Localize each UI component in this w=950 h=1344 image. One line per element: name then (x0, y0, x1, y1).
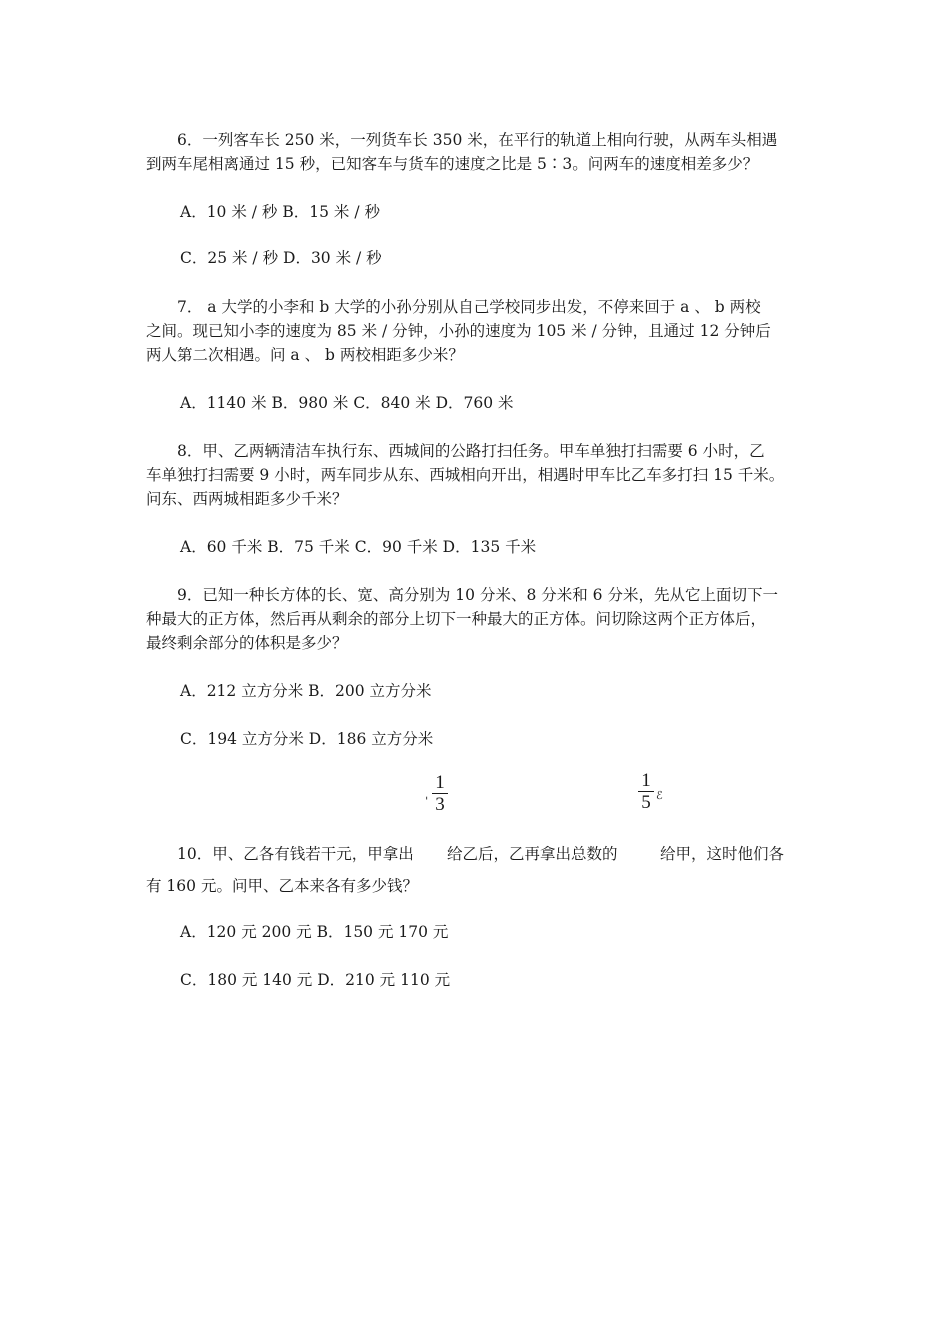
fraction-one-third-numerator: 1 (435, 772, 445, 793)
q9-stem-line3: 最终剩余部分的体积是多少？ (146, 634, 348, 652)
fraction-marker-mark: ℰ (656, 789, 663, 802)
q9-options-cd: C．194 立方分米 D．186 立方分米 (180, 730, 434, 748)
fraction-one-fifth-numerator: 1 (641, 770, 651, 791)
fraction-one-third-denominator: 3 (435, 794, 445, 815)
q7-options: A．1140 米 B．980 米 C．840 米 D．760 米 (180, 394, 514, 412)
q8-stem-line2: 车单独打扫需要 9 小时，两车同步从东、西城相向开出，相遇时甲车比乙车多打扫 15 千米。 (146, 466, 785, 484)
fraction-one-fifth-denominator: 5 (641, 792, 651, 813)
q7-stem-line3: 两人第二次相遇。问 a 、 b 两校相距多少米？ (146, 346, 464, 364)
q10-stem-line1-part2: 给乙后，乙再拿出总数的 (447, 845, 618, 863)
q6-options-cd: C．25 米 / 秒 D．30 米 / 秒 (180, 249, 382, 267)
q10-options-ab: A．120 元 200 元 B．150 元 170 元 (180, 923, 449, 941)
fraction-one-third (432, 774, 448, 814)
q10-options-cd: C．180 元 140 元 D．210 元 110 元 (180, 971, 451, 989)
q9-options-ab: A．212 立方分米 B．200 立方分米 (180, 682, 432, 700)
q6-options-ab: A．10 米 / 秒 B．15 米 / 秒 (180, 203, 380, 221)
q10-stem-line2: 有 160 元。问甲、乙本来各有多少钱？ (146, 877, 418, 895)
q8-stem-line1: 8．甲、乙两辆清洁车执行东、西城间的公路打扫任务。甲车单独打扫需要 6 小时，乙 (177, 442, 765, 460)
q9-stem-line2: 种最大的正方体，然后再从剩余的部分上切下一种最大的正方体。问切除这两个正方体后， (146, 610, 767, 628)
q10-stem-line1-part3: 给甲，这时他们各 (660, 845, 785, 863)
q8-stem-line3: 问东、西两城相距多少千米？ (146, 490, 348, 508)
fraction-marker-mark: ˈ (425, 795, 429, 809)
fraction-one-fifth (638, 772, 654, 812)
q6-stem-line2: 到两车尾相离通过 15 秒，已知客车与货车的速度之比是 5∶3。问两车的速度相差多少？ (146, 155, 759, 173)
q6-stem-line1: 6．一列客车长 250 米，一列货车长 350 米，在平行的轨道上相向行驶，从两车头相遇 (177, 131, 778, 149)
q7-stem-line1: 7． a 大学的小李和 b 大学的小孙分别从自己学校同步出发，不停来回于 a 、 b 两校 (177, 298, 761, 316)
q9-stem-line1: 9．已知一种长方体的长、宽、高分别为 10 分米、8 分米和 6 分米，先从它上面切下一 (177, 586, 778, 604)
q10-stem-line1-part1: 10．甲、乙各有钱若干元，甲拿出 (177, 845, 414, 863)
q8-options: A．60 千米 B．75 千米 C．90 千米 D．135 千米 (180, 538, 537, 556)
q7-stem-line2: 之间。现已知小李的速度为 85 米 / 分钟，小孙的速度为 105 米 / 分钟，且通过 12 分钟后 (146, 322, 771, 340)
